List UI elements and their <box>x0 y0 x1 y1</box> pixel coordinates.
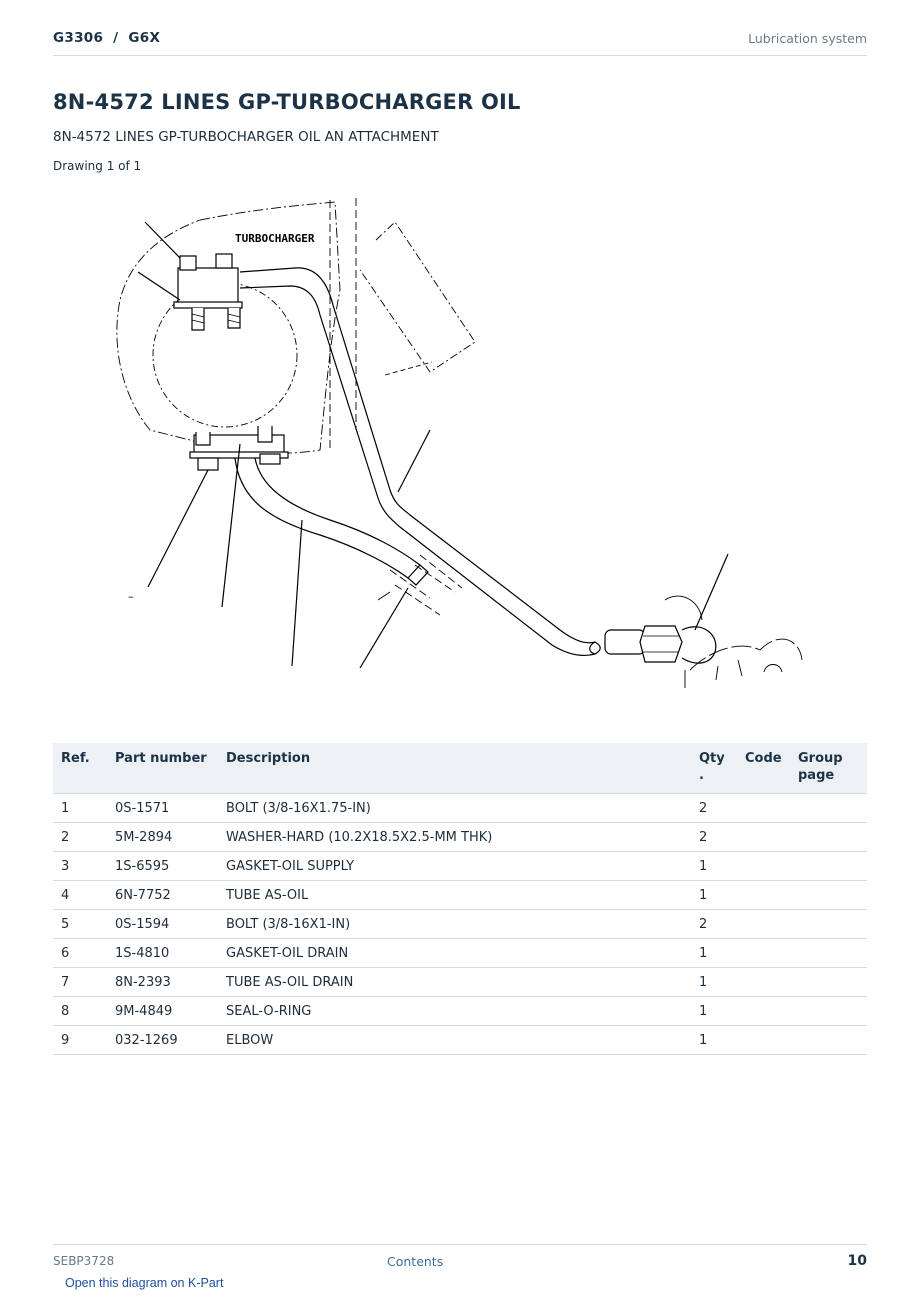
row-part-number: 5M-2894 <box>107 823 218 852</box>
document-id: SEBP3728 <box>53 1254 115 1268</box>
row-qty: 1 <box>691 1026 737 1055</box>
row-ref: 6 <box>53 939 107 968</box>
table-row <box>53 823 867 852</box>
row-description: WASHER-HARD (10.2X18.5X2.5-MM THK) <box>218 823 691 852</box>
row-code <box>737 968 790 997</box>
row-code <box>737 910 790 939</box>
row-group-page <box>790 823 867 852</box>
row-group-page <box>790 968 867 997</box>
table-row <box>53 910 867 939</box>
row-description: SEAL-O-RING <box>218 997 691 1026</box>
header-description: Description <box>218 743 691 794</box>
row-ref: 1 <box>53 794 107 823</box>
row-part-number: 0S-1571 <box>107 794 218 823</box>
turbocharger-label: TURBOCHARGER <box>235 232 315 245</box>
parts-table <box>53 743 867 1055</box>
model-name: G3306 / G6X <box>53 30 161 46</box>
row-qty: 2 <box>691 794 737 823</box>
row-qty: 1 <box>691 997 737 1026</box>
table-row <box>53 968 867 997</box>
row-part-number: 8N-2393 <box>107 968 218 997</box>
row-description: GASKET-OIL SUPPLY <box>218 852 691 881</box>
row-qty: 1 <box>691 939 737 968</box>
row-ref: 5 <box>53 910 107 939</box>
row-group-page <box>790 881 867 910</box>
table-header-row <box>53 743 867 794</box>
header-part-number: Part number <box>107 743 218 794</box>
page-number: 10 <box>847 1253 867 1269</box>
row-ref: 3 <box>53 852 107 881</box>
row-ref: 8 <box>53 997 107 1026</box>
oil-drain-tube <box>235 458 408 578</box>
row-code <box>737 852 790 881</box>
page-title: 8N-4572 LINES GP-TURBOCHARGER OIL <box>53 90 521 114</box>
row-description: BOLT (3/8-16X1-IN) <box>218 910 691 939</box>
elbow-hose <box>605 630 645 654</box>
contents-link[interactable]: Contents <box>387 1254 444 1269</box>
row-group-page <box>790 852 867 881</box>
bracket-outline <box>360 222 475 372</box>
table-row <box>53 939 867 968</box>
header-code: Code <box>737 743 790 794</box>
row-description: BOLT (3/8-16X1.75-IN) <box>218 794 691 823</box>
row-qty: 2 <box>691 823 737 852</box>
row-group-page <box>790 939 867 968</box>
row-part-number: 0S-1594 <box>107 910 218 939</box>
page-footer <box>53 1244 867 1275</box>
row-part-number: 9M-4849 <box>107 997 218 1026</box>
header-ref: Ref. <box>53 743 107 794</box>
parts-diagram <box>90 190 820 710</box>
row-ref: 9 <box>53 1026 107 1055</box>
table-row <box>53 997 867 1026</box>
drain-o-ring-seal <box>408 565 428 585</box>
header-qty: Qty . <box>691 743 737 794</box>
section-name: Lubrication system <box>748 31 867 46</box>
row-qty: 1 <box>691 852 737 881</box>
table-row <box>53 881 867 910</box>
row-code <box>737 823 790 852</box>
row-part-number: 032-1269 <box>107 1026 218 1055</box>
row-code <box>737 794 790 823</box>
row-group-page <box>790 1026 867 1055</box>
supply-gasket <box>174 302 242 308</box>
row-part-number: 6N-7752 <box>107 881 218 910</box>
page-header <box>53 28 867 56</box>
row-code <box>737 939 790 968</box>
supply-flange <box>178 268 238 304</box>
row-group-page <box>790 997 867 1026</box>
table-row <box>53 794 867 823</box>
row-part-number: 1S-4810 <box>107 939 218 968</box>
row-description: TUBE AS-OIL DRAIN <box>218 968 691 997</box>
row-qty: 2 <box>691 910 737 939</box>
row-description: GASKET-OIL DRAIN <box>218 939 691 968</box>
open-in-kpart-link[interactable]: Open this diagram on K-Part <box>65 1276 224 1290</box>
row-code <box>737 881 790 910</box>
bolt-shank-left <box>192 308 204 330</box>
callout-mark: – <box>128 590 134 603</box>
page-subtitle: 8N-4572 LINES GP-TURBOCHARGER OIL AN ATTACHMENT <box>53 129 439 145</box>
row-ref: 2 <box>53 823 107 852</box>
row-code <box>737 997 790 1026</box>
table-row <box>53 1026 867 1055</box>
row-description: ELBOW <box>218 1026 691 1055</box>
header-group-page: Group page <box>790 743 867 794</box>
elbow-nut <box>640 626 682 662</box>
row-description: TUBE AS-OIL <box>218 881 691 910</box>
row-ref: 4 <box>53 881 107 910</box>
row-ref: 7 <box>53 968 107 997</box>
drawing-count: Drawing 1 of 1 <box>53 159 142 173</box>
row-group-page <box>790 794 867 823</box>
row-qty: 1 <box>691 968 737 997</box>
row-qty: 1 <box>691 881 737 910</box>
row-group-page <box>790 910 867 939</box>
table-row <box>53 852 867 881</box>
row-part-number: 1S-6595 <box>107 852 218 881</box>
bolt-shank-right <box>228 308 240 328</box>
row-code <box>737 1026 790 1055</box>
